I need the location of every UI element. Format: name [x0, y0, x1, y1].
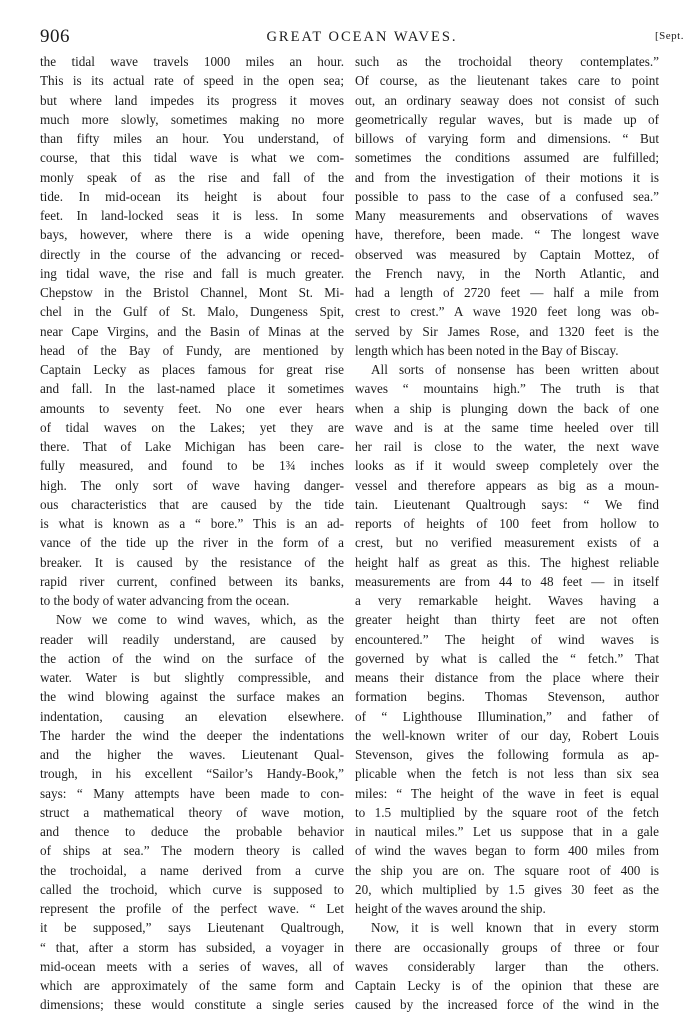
text-line: caused by the increased force of the wind in the	[355, 997, 659, 1013]
text-line: feet. In land-locked seas it is less. In some	[40, 208, 344, 223]
running-title: GREAT OCEAN WAVES.	[266, 29, 458, 45]
text-line: miles: “ The height of the wave in feet is equal	[355, 785, 659, 801]
text-line: 20, which multiplied by 1.5 gives 30 feet as the	[355, 881, 659, 897]
text-line: reader will readily understand, are caused by	[40, 631, 344, 647]
text-line: waves considerably larger than the others.	[355, 958, 659, 974]
text-line: the French navy, in the North Atlantic, and	[355, 265, 659, 281]
text-line: to the body of water advancing from the ocean.	[40, 593, 290, 608]
text-line: observed was measured by Captain Mottez, of	[355, 246, 659, 262]
text-line: there. That of Lake Michigan has been care-	[40, 439, 344, 454]
text-line: length which has been noted in the Bay of Biscay.	[355, 342, 619, 358]
text-line: possible to pass to the case of a confused sea.”	[355, 188, 659, 204]
text-line: Chepstow in the Bristol Channel, Mont St. Mi-	[40, 285, 344, 300]
text-line: Now, it is well known that in every storm	[371, 920, 659, 936]
text-line: called the trochoid, which curve is supposed to	[40, 881, 344, 897]
text-line: and thence to deduce the probable behavior	[40, 824, 344, 839]
text-line: Many measurements and observations of waves	[355, 208, 659, 223]
text-line: tain. Lieutenant Qualtrough says: “ We find	[355, 496, 659, 512]
text-line: a very remarkable height. Waves having a	[355, 593, 659, 608]
text-line: reports of heights of 100 feet from hollow to	[355, 516, 659, 531]
text-line: the ship you are on. The square root of 400 is	[355, 862, 659, 878]
text-line: height half as great as this. The highest reliable	[355, 554, 659, 570]
text-line: Stevenson, gives the following formula as ap-	[355, 747, 659, 762]
text-line: directly in the course of the advancing or reced-	[40, 246, 344, 262]
text-line: but where land impedes its progress it moves	[40, 92, 344, 108]
text-line: of wind the waves began to form 400 miles from	[355, 843, 659, 859]
text-line: the wind blowing against the surface makes an	[40, 689, 344, 705]
issue-month: [Sept.	[655, 30, 684, 42]
text-line: says: “ Many attempts have been made to con-	[40, 785, 344, 801]
text-line: her rail is close to the water, the next wave	[355, 439, 659, 454]
text-line: crest to crest.” A wave 1920 feet long was ob-	[355, 304, 659, 320]
text-line: bays, however, where there is a wide opening	[40, 227, 344, 243]
text-line: means their distance from the place where their	[355, 670, 659, 685]
text-line: monly speak of as the rise and fall of the	[40, 169, 344, 185]
text-line: Captain Lecky is of the opinion that these are	[355, 978, 659, 993]
text-line: mid-ocean meets with a series of waves, all of	[40, 958, 344, 974]
text-line: All sorts of nonsense has been written about	[371, 362, 659, 377]
text-line: when a ship is plunging down the back of one	[355, 400, 659, 416]
text-line: fully measured, and found to be 1¾ inches	[40, 458, 344, 474]
text-line: vance of the tide up the river in the form of a	[40, 535, 344, 551]
page-number: 906	[40, 26, 70, 47]
text-line: near Cape Virgins, and the Basin of Minas at the	[40, 323, 344, 339]
text-line: head of the Bay of Fundy, are mentioned by	[40, 342, 344, 358]
text-line: trough, in his excellent “Sailor’s Handy-Book,”	[40, 766, 344, 782]
text-line: breaker. It is caused by the resistance of the	[40, 554, 344, 570]
text-line: Of course, as the lieutenant takes care to point	[355, 73, 659, 89]
text-line: ous characteristics that are caused by the tide	[40, 496, 344, 512]
text-line: formation begins. Thomas Stevenson, author	[355, 689, 659, 705]
text-line: Captain Lecky as places famous for great rise	[40, 362, 344, 377]
text-line: is what is known as a “ bore.” This is an ad-	[40, 516, 344, 531]
text-line: chel in the Gulf of St. Malo, Dungeness Spit,	[40, 304, 344, 320]
text-line: plicable when the fetch is not less than six sea	[355, 766, 659, 782]
text-line: wave and is at the same time heeled over till	[355, 419, 659, 435]
text-line: such as the trochoidal theory contemplates.”	[355, 54, 659, 69]
text-line: geometrically regular waves, but is made up of	[355, 111, 659, 127]
text-line: served by Sir James Rose, and 1320 feet is the	[355, 323, 659, 339]
text-line: crest, but no verified measurement exists of a	[355, 535, 659, 551]
text-line: dimensions; these would constitute a single series	[40, 997, 344, 1013]
text-line: had a length of 2720 feet — half a mile from	[355, 285, 659, 300]
right-column	[355, 52, 659, 1015]
text-line: have, therefore, been made. “ The longest wave	[355, 227, 659, 243]
text-line: the trochoidal, a name derived from a curve	[40, 862, 344, 878]
text-line: waves “ mountains high.” The truth is that	[355, 381, 659, 397]
text-line: of ships at sea.” The modern theory is called	[40, 843, 344, 859]
left-column	[40, 52, 344, 1015]
text-line: the well-known writer of our day, Robert Louis	[355, 727, 659, 743]
text-line: represent the profile of the perfect wave. “ Let	[40, 901, 344, 916]
text-line: there are occasionally groups of three or four	[355, 939, 659, 955]
text-line: ing tidal wave, the rise and fall is much greater.	[40, 265, 344, 281]
text-line: the action of the wind on the surface of the	[40, 650, 344, 666]
text-line: “ that, after a storm has subsided, a voyager in	[40, 939, 344, 955]
text-line: course, that this tidal wave is what we com-	[40, 150, 344, 166]
text-line: of tidal waves on the Lakes; yet they are	[40, 419, 344, 435]
text-line: in nautical miles.” Let us suppose that in a gale	[355, 824, 659, 839]
text-line: tide. In mid-ocean its height is about four	[40, 188, 344, 204]
text-line: billows of varying form and dimensions. “ But	[355, 131, 659, 146]
text-line: greater height than thirty feet are not often	[355, 612, 659, 628]
text-line: encountered.” The height of wind waves is	[355, 631, 659, 647]
text-line: to 1.5 multiplied by the square root of the fetch	[355, 804, 659, 820]
text-line: of “ Lighthouse Illumination,” and father of	[355, 708, 659, 724]
text-line: indentation, causing an elevation elsewhere.	[40, 708, 344, 724]
text-line: than fifty miles an hour. You understand, of	[40, 131, 344, 146]
text-line: This is its actual rate of speed in the open sea;	[40, 73, 344, 89]
text-line: rapid river current, confined between its banks,	[40, 573, 344, 589]
text-line: and the higher the waves. Lieutenant Qual-	[40, 747, 344, 762]
text-line: water. Water is but slightly compressible, and	[40, 670, 344, 685]
text-line: governed by what is called the “ fetch.” That	[355, 650, 659, 666]
text-line: The harder the wind the deeper the indentations	[40, 727, 344, 743]
page-header	[40, 26, 684, 50]
text-line: out, an ordinary seaway does not consist of such	[355, 92, 659, 108]
text-line: sometimes the conditions assumed are fulfilled;	[355, 150, 659, 166]
text-line: struct a mathematical theory of wave motion,	[40, 804, 344, 820]
text-line: and from the investigation of their motions it is	[355, 169, 659, 185]
text-line: much more slowly, sometimes making no more	[40, 111, 344, 127]
text-line: looks as if it would sweep completely over the	[355, 458, 659, 474]
text-line: which are approximately of the same form and	[40, 978, 344, 993]
text-line: measurements are from 44 to 48 feet — in itself	[355, 573, 659, 589]
text-line: height of the waves around the ship.	[355, 901, 546, 916]
text-line: the tidal wave travels 1000 miles an hour.	[40, 54, 344, 69]
text-line: it be supposed,” says Lieutenant Qualtrough,	[40, 920, 344, 936]
text-line: vessel and therefore appears as big as a moun-	[355, 477, 659, 493]
text-line: high. The only sort of wave having danger-	[40, 477, 344, 493]
text-line: and fall. In the last-named place it sometimes	[40, 381, 344, 397]
text-line: Now we come to wind waves, which, as the	[56, 612, 344, 628]
text-line: amounts to seventy feet. No one ever hears	[40, 400, 344, 416]
